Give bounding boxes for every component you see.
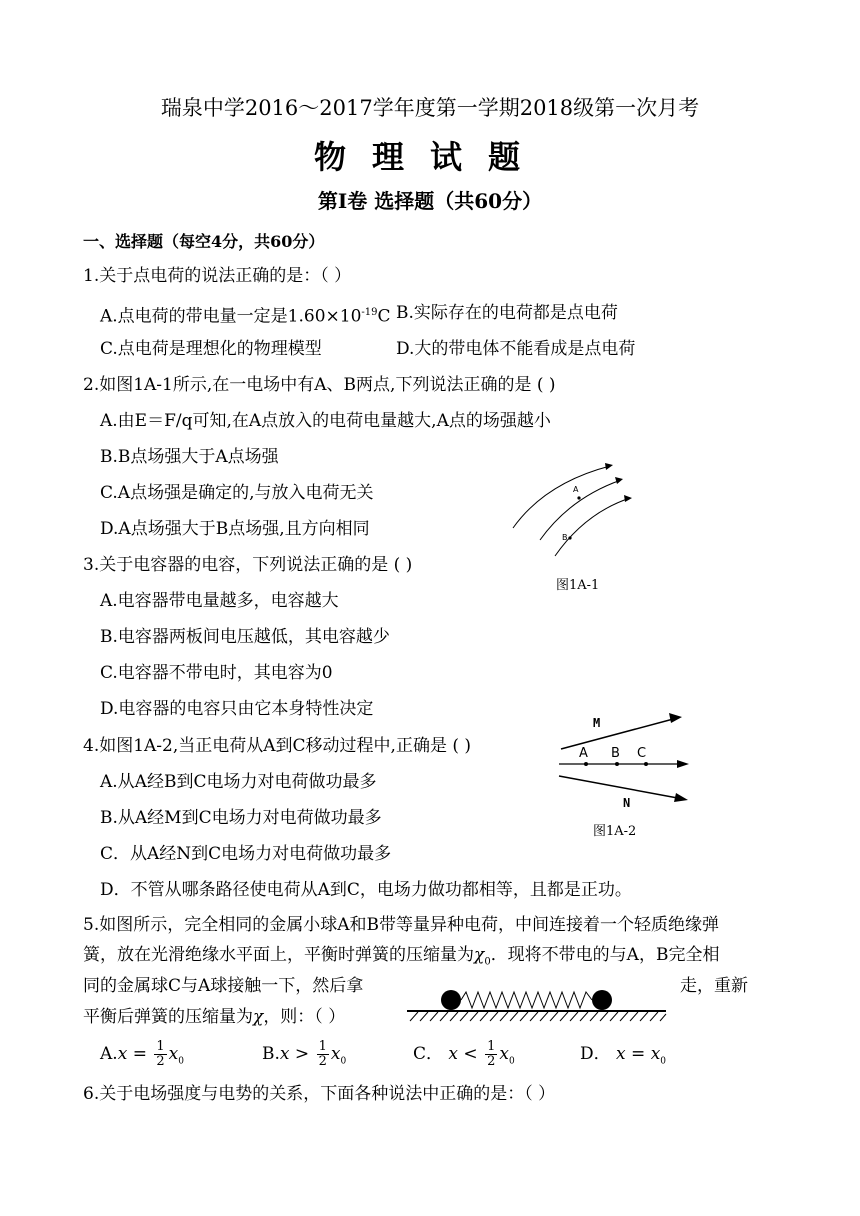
figure-1a2-label-b: B xyxy=(611,746,620,761)
figure-1a2-caption: 图1A-2 xyxy=(593,824,637,839)
figure-1a2-label-a: A xyxy=(579,746,588,761)
q4-option-c: C．从A经N到C电场力对电荷做功最多 xyxy=(100,844,392,864)
q5-line-1: 5.如图所示，完全相同的金属小球A和B带等量异种电荷，中间连接着一个轻质绝缘弹 xyxy=(83,915,719,935)
figure-1a2-field-paths xyxy=(555,712,695,812)
q4-option-a: A.从A经B到C电场力对电荷做功最多 xyxy=(100,772,377,792)
q5-line-2: 簧，放在光滑绝缘水平面上，平衡时弹簧的压缩量为$\chi_0$．现将不带电的与A，B完全相 xyxy=(83,945,720,968)
q5-line-3-right: 走，重新 xyxy=(680,976,748,996)
figure-1a1-caption: 图1A-1 xyxy=(556,578,600,593)
q5-option-a: A.x = $\frac{1}{2}$ $x_0$ xyxy=(100,1039,184,1069)
figure-1a2-label-n: N xyxy=(623,796,631,810)
q5-option-d: D． $x = x_0$ xyxy=(580,1044,667,1067)
q1-option-b: B.实际存在的电荷都是点电荷 xyxy=(396,303,618,323)
q1-option-a: A.点电荷的带电量一定是$1.60\times 10^{-19}C$ xyxy=(100,306,391,327)
q2-option-b: B.B点场强大于A点场强 xyxy=(100,447,279,467)
q3-option-d: D.电容器的电容只由它本身特性决定 xyxy=(100,699,374,719)
q1-option-d: D.大的带电体不能看成是点电荷 xyxy=(396,339,636,359)
q2-option-c: C.A点场强是确定的,与放入电荷无关 xyxy=(100,483,374,503)
section-title: 一、选择题（每空4分，共60分） xyxy=(83,232,325,251)
q1-stem: 1.关于点电荷的说法正确的是：（ ） xyxy=(83,266,352,286)
q2-option-a: A.由E＝F/q可知,在A点放入的电荷电量越大,A点的场强越小 xyxy=(100,411,551,431)
figure-1a2-label-c: C xyxy=(637,746,647,761)
figure-1a1-label-b: B xyxy=(562,533,568,542)
q4-stem: 4.如图1A-2,当正电荷从A到C移动过程中,正确是 ( ) xyxy=(83,736,472,756)
figure-1a1-field-lines xyxy=(505,458,635,558)
exam-header-line: 瑞泉中学2016～2017学年度第一学期2018级第一次月考 xyxy=(160,96,700,120)
ground-hatching xyxy=(410,1012,666,1021)
q3-option-c: C.电容器不带电时，其电容为0 xyxy=(100,663,333,683)
exam-part-title: 第Ⅰ卷 选择题（共60分） xyxy=(317,189,543,213)
q3-stem: 3.关于电容器的电容，下列说法正确的是 ( ) xyxy=(83,555,413,575)
ball-b xyxy=(592,990,612,1010)
q3-option-b: B.电容器两板间电压越低，其电容越少 xyxy=(100,627,390,647)
ball-a xyxy=(441,990,461,1010)
figure-1a2-label-m: M xyxy=(593,716,601,730)
figure-spring-balls xyxy=(402,985,670,1025)
q5-line-4: 平衡后弹簧的压缩量为χ，则：（ ） xyxy=(83,1007,346,1027)
figure-1a1-label-a: A xyxy=(573,485,579,494)
q1-option-c: C.点电荷是理想化的物理模型 xyxy=(100,339,322,359)
q5-option-b: B.x > $\frac{1}{2}$ $x_0$ xyxy=(262,1039,347,1069)
q5-option-c: C． x < $\frac{1}{2}$ $x_0$ xyxy=(413,1039,515,1069)
q3-option-a: A.电容器带电量越多，电容越大 xyxy=(100,591,339,611)
exam-subject-title: 物理试题 xyxy=(313,138,546,176)
q2-stem: 2.如图1A-1所示,在一电场中有A、B两点,下列说法正确的是 ( ) xyxy=(83,375,556,395)
q6-stem: 6.关于电场强度与电势的关系，下面各种说法中正确的是：（ ） xyxy=(83,1084,556,1104)
q5-line-3-left: 同的金属球C与A球接触一下，然后拿 xyxy=(83,976,364,996)
q4-option-b: B.从A经M到C电场力对电荷做功最多 xyxy=(100,808,382,828)
q4-option-d: D．不管从哪条路径使电荷从A到C，电场力做功都相等，且都是正功。 xyxy=(100,880,632,900)
q2-option-d: D.A点场强大于B点场强,且方向相同 xyxy=(100,519,370,539)
spring xyxy=(461,992,592,1008)
